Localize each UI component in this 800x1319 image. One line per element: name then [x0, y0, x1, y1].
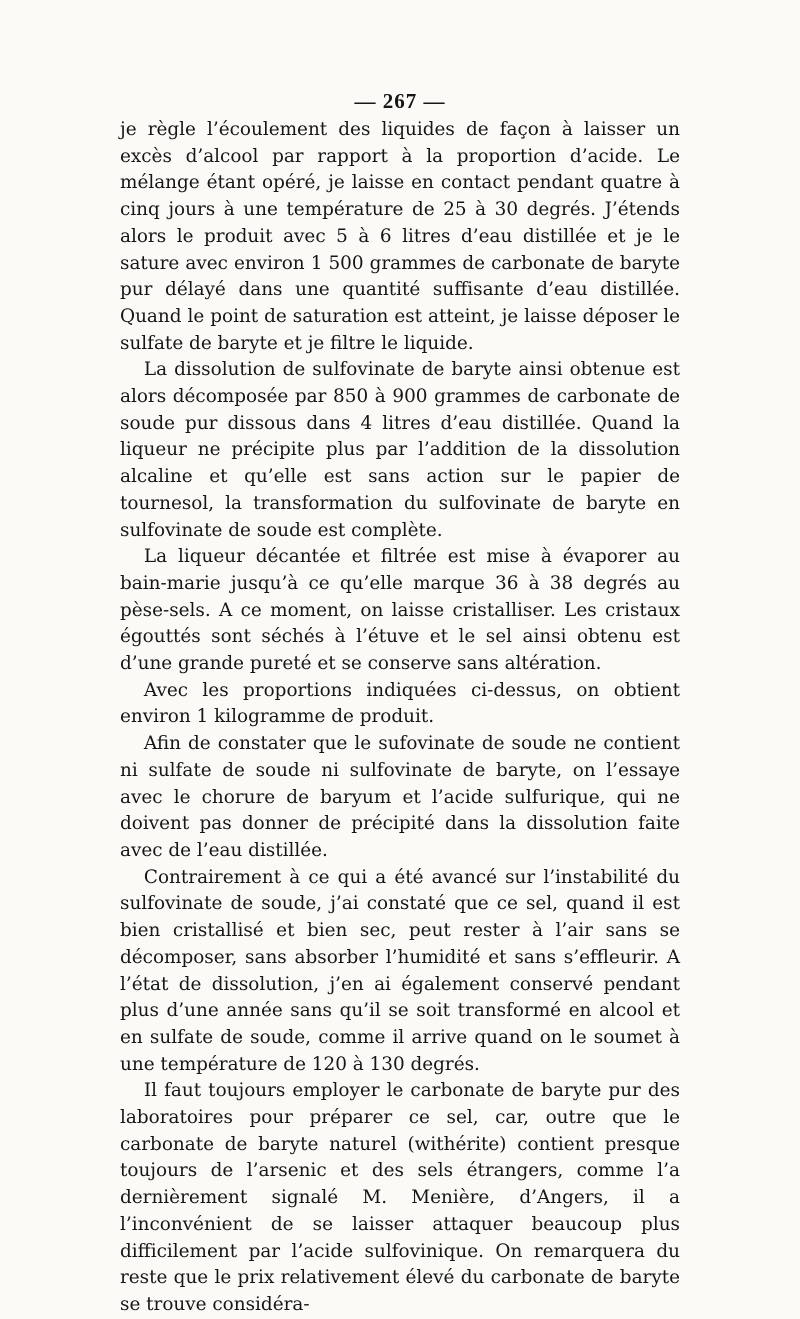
paragraph-5: Afin de constater que le sufovinate de soude ne contient ni sulfate de soude ni sulfovinate de baryte, on l’essaye avec le chorure de baryum et l’acide sulfurique, qui ne doivent pas donner de précipité dans la dissolution faite avec de l’eau distillée. [120, 733, 680, 861]
body-text [120, 117, 680, 1319]
paragraph-2: La dissolution de sulfovinate de baryte ainsi obtenue est alors décomposée par 850 à 900 grammes de carbonate de soude pur dissous dans 4 litres d’eau distillée. Quand la liqueur ne précipite plus par l’addition de la dissolution alcaline et qu’elle est sans action sur le papier de tournesol, la transformation du sulfovinate de baryte en sulfovinate de soude est complète. [120, 359, 680, 541]
paragraph-7: Il faut toujours employer le carbonate de baryte pur des laboratoires pour préparer ce sel, car, outre que le carbonate de baryte naturel (withérite) contient presque toujours de l’arsenic et des sels étrangers, comme l’a dernièrement signalé M. Menière, d’Angers, il a l’inconvénient de se laisser attaquer beaucoup plus difficilement par l’acide sulfovinique. On remarquera du reste que le prix relativement élevé du carbonate de baryte se trouve considéra- [120, 1080, 680, 1315]
paragraph-4: Avec les proportions indiquées ci-dessus, on obtient environ 1 kilogramme de produit. [120, 679, 680, 728]
paragraph-6: Contrairement à ce qui a été avancé sur l’instabilité du sulfovinate de soude, j’ai constaté que ce sel, quand il est bien cristallisé et bien sec, peut rester à l’air sans se décomposer, sans absorber l’humidité et sans s’effleurir. A l’état de dissolution, j’en ai également conservé pendant plus d’une année sans qu’il se soit transformé en alcool et en sulfate de soude, comme il arrive quand on le soumet à une température de 120 à 130 degrés. [120, 866, 680, 1075]
paragraph-3: La liqueur décantée et filtrée est mise à évaporer au bain-marie jusqu’à ce qu’elle marque 36 à 38 degrés au pèse-sels. A ce moment, on laisse cristalliser. Les cristaux égouttés sont séchés à l’étuve et le sel ainsi obtenu est d’une grande pureté et se conserve sans altération. [120, 546, 680, 675]
page-number: — 267 — [354, 89, 446, 113]
paragraph-1: je règle l’écoulement des liquides de façon à laisser un excès d’alcool par rapport à la proportion d’acide. Le mélange étant opéré, je laisse en contact pendant quatre à cinq jours à une température de 25 à 30 degrés. J’étends alors le produit avec 5 à 6 litres d’eau distillée et je le sature avec environ 1 500 grammes de carbonate de baryte pur délayé dans une quantité suffisante d’eau distillée. Quand le point de saturation est atteint, je laisse déposer le sulfate de baryte et je filtre le liquide. [120, 119, 680, 354]
